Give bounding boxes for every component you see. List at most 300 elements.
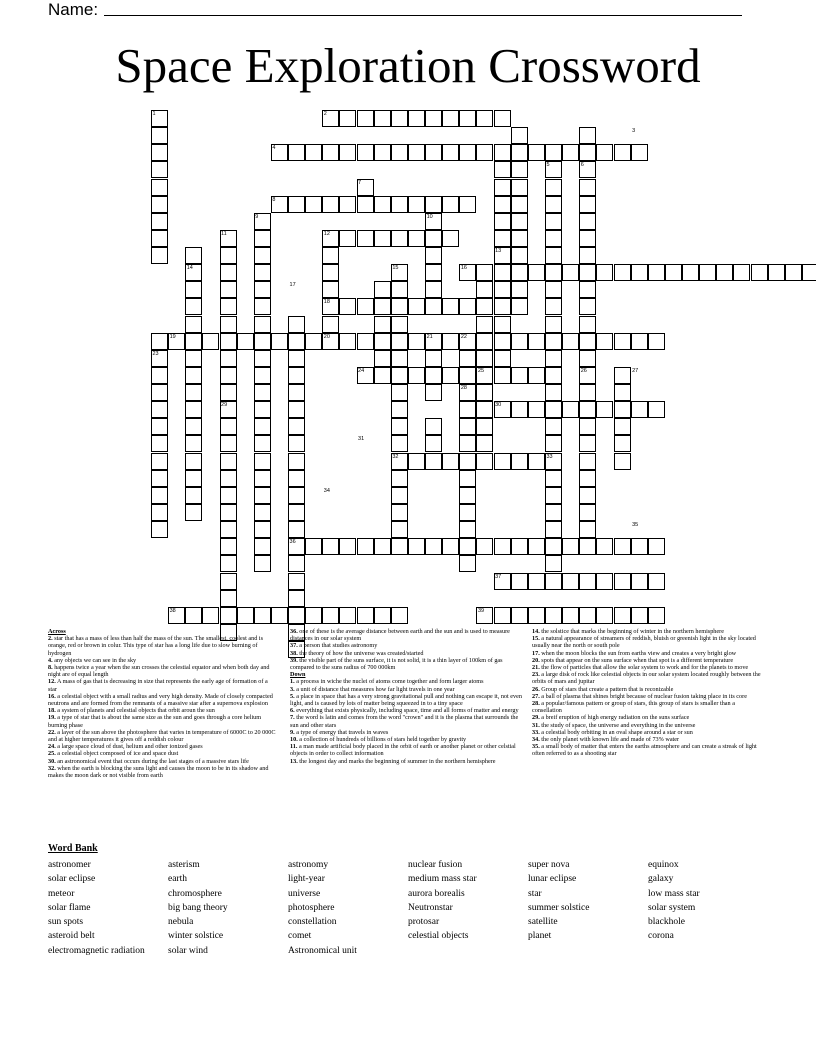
grid-cell[interactable]	[220, 555, 237, 572]
grid-cell[interactable]	[579, 298, 596, 315]
grid-cell[interactable]	[579, 418, 596, 435]
grid-cell[interactable]	[442, 333, 459, 350]
grid-cell[interactable]	[151, 435, 168, 452]
grid-cell[interactable]	[459, 521, 476, 538]
grid-cell[interactable]	[511, 179, 528, 196]
grid-cell[interactable]	[716, 264, 733, 281]
grid-cell[interactable]	[562, 538, 579, 555]
grid-cell[interactable]	[511, 538, 528, 555]
grid-cell[interactable]	[357, 230, 374, 247]
grid-cell[interactable]	[579, 264, 596, 281]
grid-cell[interactable]	[511, 213, 528, 230]
grid-cell[interactable]	[614, 264, 631, 281]
grid-cell[interactable]	[442, 298, 459, 315]
grid-cell[interactable]	[614, 144, 631, 161]
grid-cell[interactable]	[151, 470, 168, 487]
grid-cell[interactable]	[288, 144, 305, 161]
grid-cell[interactable]	[391, 538, 408, 555]
grid-cell[interactable]	[374, 230, 391, 247]
grid-cell[interactable]	[614, 401, 631, 418]
grid-cell[interactable]	[220, 418, 237, 435]
grid-cell[interactable]	[459, 418, 476, 435]
grid-cell[interactable]	[339, 298, 356, 315]
grid-cell[interactable]	[305, 607, 322, 624]
grid-cell[interactable]	[220, 573, 237, 590]
grid-cell[interactable]	[459, 487, 476, 504]
grid-cell[interactable]	[425, 350, 442, 367]
grid-cell[interactable]	[511, 196, 528, 213]
grid-cell[interactable]	[374, 298, 391, 315]
grid-cell[interactable]	[185, 401, 202, 418]
grid-cell[interactable]	[545, 607, 562, 624]
grid-cell[interactable]	[545, 281, 562, 298]
grid-cell[interactable]	[288, 333, 305, 350]
grid-cell[interactable]	[511, 333, 528, 350]
grid-cell[interactable]	[408, 196, 425, 213]
grid-cell[interactable]	[254, 470, 271, 487]
grid-cell[interactable]	[545, 470, 562, 487]
grid-cell[interactable]	[339, 538, 356, 555]
grid-cell[interactable]	[494, 110, 511, 127]
grid-cell[interactable]	[220, 247, 237, 264]
grid-cell[interactable]	[151, 521, 168, 538]
grid-cell[interactable]	[579, 179, 596, 196]
grid-cell[interactable]	[185, 298, 202, 315]
grid-cell[interactable]	[494, 179, 511, 196]
grid-cell[interactable]	[425, 196, 442, 213]
grid-cell[interactable]	[357, 144, 374, 161]
grid-cell[interactable]	[391, 298, 408, 315]
grid-cell[interactable]	[305, 196, 322, 213]
grid-cell[interactable]	[254, 384, 271, 401]
grid-cell[interactable]	[476, 316, 493, 333]
grid-cell[interactable]	[682, 264, 699, 281]
grid-cell[interactable]	[254, 435, 271, 452]
grid-cell[interactable]	[254, 487, 271, 504]
grid-cell[interactable]	[305, 538, 322, 555]
grid-cell[interactable]	[476, 144, 493, 161]
grid-cell[interactable]	[391, 521, 408, 538]
grid-cell[interactable]	[254, 333, 271, 350]
grid-cell[interactable]	[442, 196, 459, 213]
grid-cell[interactable]	[322, 144, 339, 161]
grid-cell[interactable]	[545, 247, 562, 264]
grid-cell[interactable]	[220, 538, 237, 555]
grid-cell[interactable]	[545, 316, 562, 333]
grid-cell[interactable]	[391, 230, 408, 247]
grid-cell[interactable]	[254, 247, 271, 264]
grid-cell[interactable]	[254, 298, 271, 315]
grid-cell[interactable]	[220, 470, 237, 487]
grid-cell[interactable]	[391, 418, 408, 435]
grid-cell[interactable]	[511, 401, 528, 418]
grid-cell[interactable]	[579, 281, 596, 298]
grid-cell[interactable]	[357, 607, 374, 624]
grid-cell[interactable]	[614, 418, 631, 435]
grid-cell[interactable]	[665, 264, 682, 281]
grid-cell[interactable]	[459, 196, 476, 213]
grid-cell[interactable]	[305, 333, 322, 350]
grid-cell[interactable]	[631, 538, 648, 555]
grid-cell[interactable]	[545, 504, 562, 521]
grid-cell[interactable]	[545, 179, 562, 196]
grid-cell[interactable]	[631, 333, 648, 350]
grid-cell[interactable]	[579, 401, 596, 418]
grid-cell[interactable]	[220, 264, 237, 281]
grid-cell[interactable]	[408, 453, 425, 470]
grid-cell[interactable]	[374, 110, 391, 127]
grid-cell[interactable]	[511, 367, 528, 384]
grid-cell[interactable]	[288, 435, 305, 452]
grid-cell[interactable]	[339, 110, 356, 127]
grid-cell[interactable]	[391, 144, 408, 161]
grid-cell[interactable]	[579, 144, 596, 161]
grid-cell[interactable]	[374, 607, 391, 624]
grid-cell[interactable]	[425, 230, 442, 247]
grid-cell[interactable]	[322, 196, 339, 213]
grid-cell[interactable]	[339, 333, 356, 350]
grid-cell[interactable]	[374, 144, 391, 161]
grid-cell[interactable]	[271, 607, 288, 624]
grid-cell[interactable]	[288, 590, 305, 607]
grid-cell[interactable]	[545, 264, 562, 281]
grid-cell[interactable]	[425, 435, 442, 452]
grid-cell[interactable]	[545, 213, 562, 230]
grid-cell[interactable]	[254, 264, 271, 281]
grid-cell[interactable]	[596, 264, 613, 281]
grid-cell[interactable]	[545, 435, 562, 452]
grid-cell[interactable]	[545, 521, 562, 538]
grid-cell[interactable]	[220, 367, 237, 384]
grid-cell[interactable]	[271, 333, 288, 350]
grid-cell[interactable]	[768, 264, 785, 281]
grid-cell[interactable]	[220, 435, 237, 452]
grid-cell[interactable]	[408, 367, 425, 384]
grid-cell[interactable]	[185, 487, 202, 504]
grid-cell[interactable]	[185, 316, 202, 333]
grid-cell[interactable]	[254, 504, 271, 521]
grid-cell[interactable]	[545, 230, 562, 247]
grid-cell[interactable]	[494, 538, 511, 555]
grid-cell[interactable]	[459, 435, 476, 452]
grid-cell[interactable]	[288, 418, 305, 435]
grid-cell[interactable]	[476, 333, 493, 350]
grid-cell[interactable]	[151, 384, 168, 401]
grid-cell[interactable]	[391, 384, 408, 401]
grid-cell[interactable]	[322, 247, 339, 264]
grid-cell[interactable]	[579, 435, 596, 452]
grid-cell[interactable]	[220, 607, 237, 624]
grid-cell[interactable]	[545, 573, 562, 590]
grid-cell[interactable]	[202, 607, 219, 624]
grid-cell[interactable]	[614, 435, 631, 452]
grid-cell[interactable]	[151, 333, 168, 350]
grid-cell[interactable]	[511, 281, 528, 298]
grid-cell[interactable]	[288, 384, 305, 401]
grid-cell[interactable]	[631, 144, 648, 161]
grid-cell[interactable]	[579, 521, 596, 538]
grid-cell[interactable]	[579, 196, 596, 213]
grid-cell[interactable]	[494, 333, 511, 350]
grid-cell[interactable]	[528, 538, 545, 555]
grid-cell[interactable]	[511, 298, 528, 315]
grid-cell[interactable]	[288, 573, 305, 590]
grid-cell[interactable]	[459, 401, 476, 418]
grid-cell[interactable]	[220, 504, 237, 521]
grid-cell[interactable]	[579, 247, 596, 264]
grid-cell[interactable]	[528, 144, 545, 161]
grid-cell[interactable]	[237, 607, 254, 624]
grid-cell[interactable]	[288, 453, 305, 470]
grid-cell[interactable]	[425, 384, 442, 401]
grid-cell[interactable]	[322, 538, 339, 555]
grid-cell[interactable]	[151, 504, 168, 521]
grid-cell[interactable]	[254, 418, 271, 435]
grid-cell[interactable]	[476, 435, 493, 452]
grid-cell[interactable]	[322, 607, 339, 624]
grid-cell[interactable]	[220, 281, 237, 298]
grid-cell[interactable]	[579, 316, 596, 333]
grid-cell[interactable]	[494, 607, 511, 624]
grid-cell[interactable]	[254, 281, 271, 298]
grid-cell[interactable]	[288, 607, 305, 624]
grid-cell[interactable]	[614, 573, 631, 590]
grid-cell[interactable]	[476, 350, 493, 367]
grid-cell[interactable]	[648, 333, 665, 350]
grid-cell[interactable]	[237, 333, 254, 350]
grid-cell[interactable]	[511, 573, 528, 590]
grid-cell[interactable]	[254, 555, 271, 572]
grid-cell[interactable]	[288, 367, 305, 384]
grid-cell[interactable]	[631, 401, 648, 418]
grid-cell[interactable]	[425, 418, 442, 435]
grid-cell[interactable]	[476, 384, 493, 401]
grid-cell[interactable]	[185, 435, 202, 452]
grid-cell[interactable]	[288, 350, 305, 367]
grid-cell[interactable]	[185, 247, 202, 264]
grid-cell[interactable]	[391, 470, 408, 487]
grid-cell[interactable]	[220, 453, 237, 470]
grid-cell[interactable]	[151, 144, 168, 161]
grid-cell[interactable]	[391, 367, 408, 384]
grid-cell[interactable]	[185, 453, 202, 470]
grid-cell[interactable]	[442, 367, 459, 384]
grid-cell[interactable]	[442, 453, 459, 470]
grid-cell[interactable]	[528, 264, 545, 281]
grid-cell[interactable]	[185, 333, 202, 350]
grid-cell[interactable]	[511, 607, 528, 624]
grid-cell[interactable]	[528, 607, 545, 624]
grid-cell[interactable]	[562, 573, 579, 590]
grid-cell[interactable]	[459, 538, 476, 555]
grid-cell[interactable]	[254, 538, 271, 555]
grid-cell[interactable]	[562, 333, 579, 350]
grid-cell[interactable]	[408, 144, 425, 161]
grid-cell[interactable]	[545, 350, 562, 367]
grid-cell[interactable]	[425, 144, 442, 161]
grid-cell[interactable]	[151, 127, 168, 144]
grid-cell[interactable]	[476, 298, 493, 315]
grid-cell[interactable]	[648, 607, 665, 624]
grid-cell[interactable]	[631, 264, 648, 281]
grid-cell[interactable]	[185, 350, 202, 367]
grid-cell[interactable]	[545, 333, 562, 350]
grid-cell[interactable]	[374, 316, 391, 333]
grid-cell[interactable]	[254, 367, 271, 384]
grid-cell[interactable]	[631, 573, 648, 590]
grid-cell[interactable]	[562, 401, 579, 418]
grid-cell[interactable]	[254, 453, 271, 470]
grid-cell[interactable]	[185, 384, 202, 401]
grid-cell[interactable]	[579, 470, 596, 487]
grid-cell[interactable]	[511, 127, 528, 144]
grid-cell[interactable]	[494, 350, 511, 367]
grid-cell[interactable]	[494, 196, 511, 213]
grid-cell[interactable]	[596, 333, 613, 350]
grid-cell[interactable]	[220, 384, 237, 401]
grid-cell[interactable]	[494, 281, 511, 298]
grid-cell[interactable]	[579, 350, 596, 367]
grid-cell[interactable]	[391, 487, 408, 504]
grid-cell[interactable]	[579, 453, 596, 470]
grid-cell[interactable]	[648, 264, 665, 281]
grid-cell[interactable]	[614, 384, 631, 401]
grid-cell[interactable]	[322, 281, 339, 298]
grid-cell[interactable]	[391, 504, 408, 521]
grid-cell[interactable]	[408, 538, 425, 555]
grid-cell[interactable]	[614, 453, 631, 470]
grid-cell[interactable]	[322, 264, 339, 281]
grid-cell[interactable]	[494, 298, 511, 315]
grid-cell[interactable]	[425, 110, 442, 127]
grid-cell[interactable]	[408, 333, 425, 350]
grid-cell[interactable]	[494, 453, 511, 470]
grid-cell[interactable]	[254, 607, 271, 624]
grid-cell[interactable]	[596, 573, 613, 590]
grid-cell[interactable]	[339, 144, 356, 161]
grid-cell[interactable]	[357, 196, 374, 213]
grid-cell[interactable]	[614, 367, 631, 384]
grid-cell[interactable]	[185, 504, 202, 521]
grid-cell[interactable]	[476, 418, 493, 435]
grid-cell[interactable]	[288, 504, 305, 521]
grid-cell[interactable]	[562, 264, 579, 281]
grid-cell[interactable]	[648, 573, 665, 590]
grid-cell[interactable]	[151, 161, 168, 178]
grid-cell[interactable]	[545, 298, 562, 315]
grid-cell[interactable]	[391, 350, 408, 367]
grid-cell[interactable]	[288, 521, 305, 538]
grid-cell[interactable]	[288, 555, 305, 572]
grid-cell[interactable]	[357, 538, 374, 555]
grid-cell[interactable]	[545, 384, 562, 401]
grid-cell[interactable]	[408, 110, 425, 127]
grid-cell[interactable]	[254, 350, 271, 367]
grid-cell[interactable]	[494, 230, 511, 247]
grid-cell[interactable]	[151, 247, 168, 264]
grid-cell[interactable]	[151, 367, 168, 384]
grid-cell[interactable]	[596, 144, 613, 161]
grid-cell[interactable]	[288, 470, 305, 487]
grid-cell[interactable]	[151, 453, 168, 470]
grid-cell[interactable]	[545, 487, 562, 504]
grid-cell[interactable]	[476, 401, 493, 418]
grid-cell[interactable]	[545, 196, 562, 213]
grid-cell[interactable]	[528, 573, 545, 590]
grid-cell[interactable]	[322, 316, 339, 333]
grid-cell[interactable]	[374, 350, 391, 367]
grid-cell[interactable]	[220, 521, 237, 538]
grid-cell[interactable]	[408, 230, 425, 247]
grid-cell[interactable]	[648, 538, 665, 555]
grid-cell[interactable]	[220, 350, 237, 367]
grid-cell[interactable]	[220, 590, 237, 607]
grid-cell[interactable]	[494, 264, 511, 281]
grid-cell[interactable]	[579, 573, 596, 590]
grid-cell[interactable]	[374, 367, 391, 384]
grid-cell[interactable]	[528, 367, 545, 384]
grid-cell[interactable]	[288, 316, 305, 333]
grid-cell[interactable]	[494, 367, 511, 384]
grid-cell[interactable]	[528, 401, 545, 418]
grid-cell[interactable]	[391, 435, 408, 452]
grid-cell[interactable]	[425, 538, 442, 555]
grid-cell[interactable]	[528, 453, 545, 470]
grid-cell[interactable]	[459, 470, 476, 487]
grid-cell[interactable]	[151, 230, 168, 247]
grid-cell[interactable]	[185, 470, 202, 487]
grid-cell[interactable]	[151, 213, 168, 230]
grid-cell[interactable]	[476, 110, 493, 127]
grid-cell[interactable]	[699, 264, 716, 281]
grid-cell[interactable]	[494, 213, 511, 230]
grid-cell[interactable]	[494, 161, 511, 178]
grid-cell[interactable]	[579, 504, 596, 521]
grid-cell[interactable]	[357, 333, 374, 350]
grid-cell[interactable]	[220, 316, 237, 333]
grid-cell[interactable]	[425, 247, 442, 264]
grid-cell[interactable]	[220, 333, 237, 350]
grid-cell[interactable]	[511, 247, 528, 264]
grid-cell[interactable]	[476, 281, 493, 298]
grid-cell[interactable]	[545, 367, 562, 384]
grid-cell[interactable]	[288, 401, 305, 418]
grid-cell[interactable]	[579, 127, 596, 144]
grid-cell[interactable]	[357, 298, 374, 315]
grid-cell[interactable]	[151, 487, 168, 504]
grid-cell[interactable]	[425, 298, 442, 315]
grid-cell[interactable]	[579, 230, 596, 247]
grid-cell[interactable]	[151, 418, 168, 435]
grid-cell[interactable]	[562, 144, 579, 161]
grid-cell[interactable]	[151, 196, 168, 213]
grid-cell[interactable]	[545, 401, 562, 418]
grid-cell[interactable]	[596, 401, 613, 418]
grid-cell[interactable]	[631, 607, 648, 624]
grid-cell[interactable]	[579, 384, 596, 401]
grid-cell[interactable]	[596, 538, 613, 555]
grid-cell[interactable]	[220, 298, 237, 315]
grid-cell[interactable]	[374, 333, 391, 350]
grid-cell[interactable]	[476, 538, 493, 555]
grid-cell[interactable]	[185, 367, 202, 384]
grid-cell[interactable]	[391, 316, 408, 333]
grid-cell[interactable]	[511, 453, 528, 470]
grid-cell[interactable]	[391, 333, 408, 350]
grid-cell[interactable]	[151, 179, 168, 196]
grid-cell[interactable]	[408, 298, 425, 315]
grid-cell[interactable]	[751, 264, 768, 281]
